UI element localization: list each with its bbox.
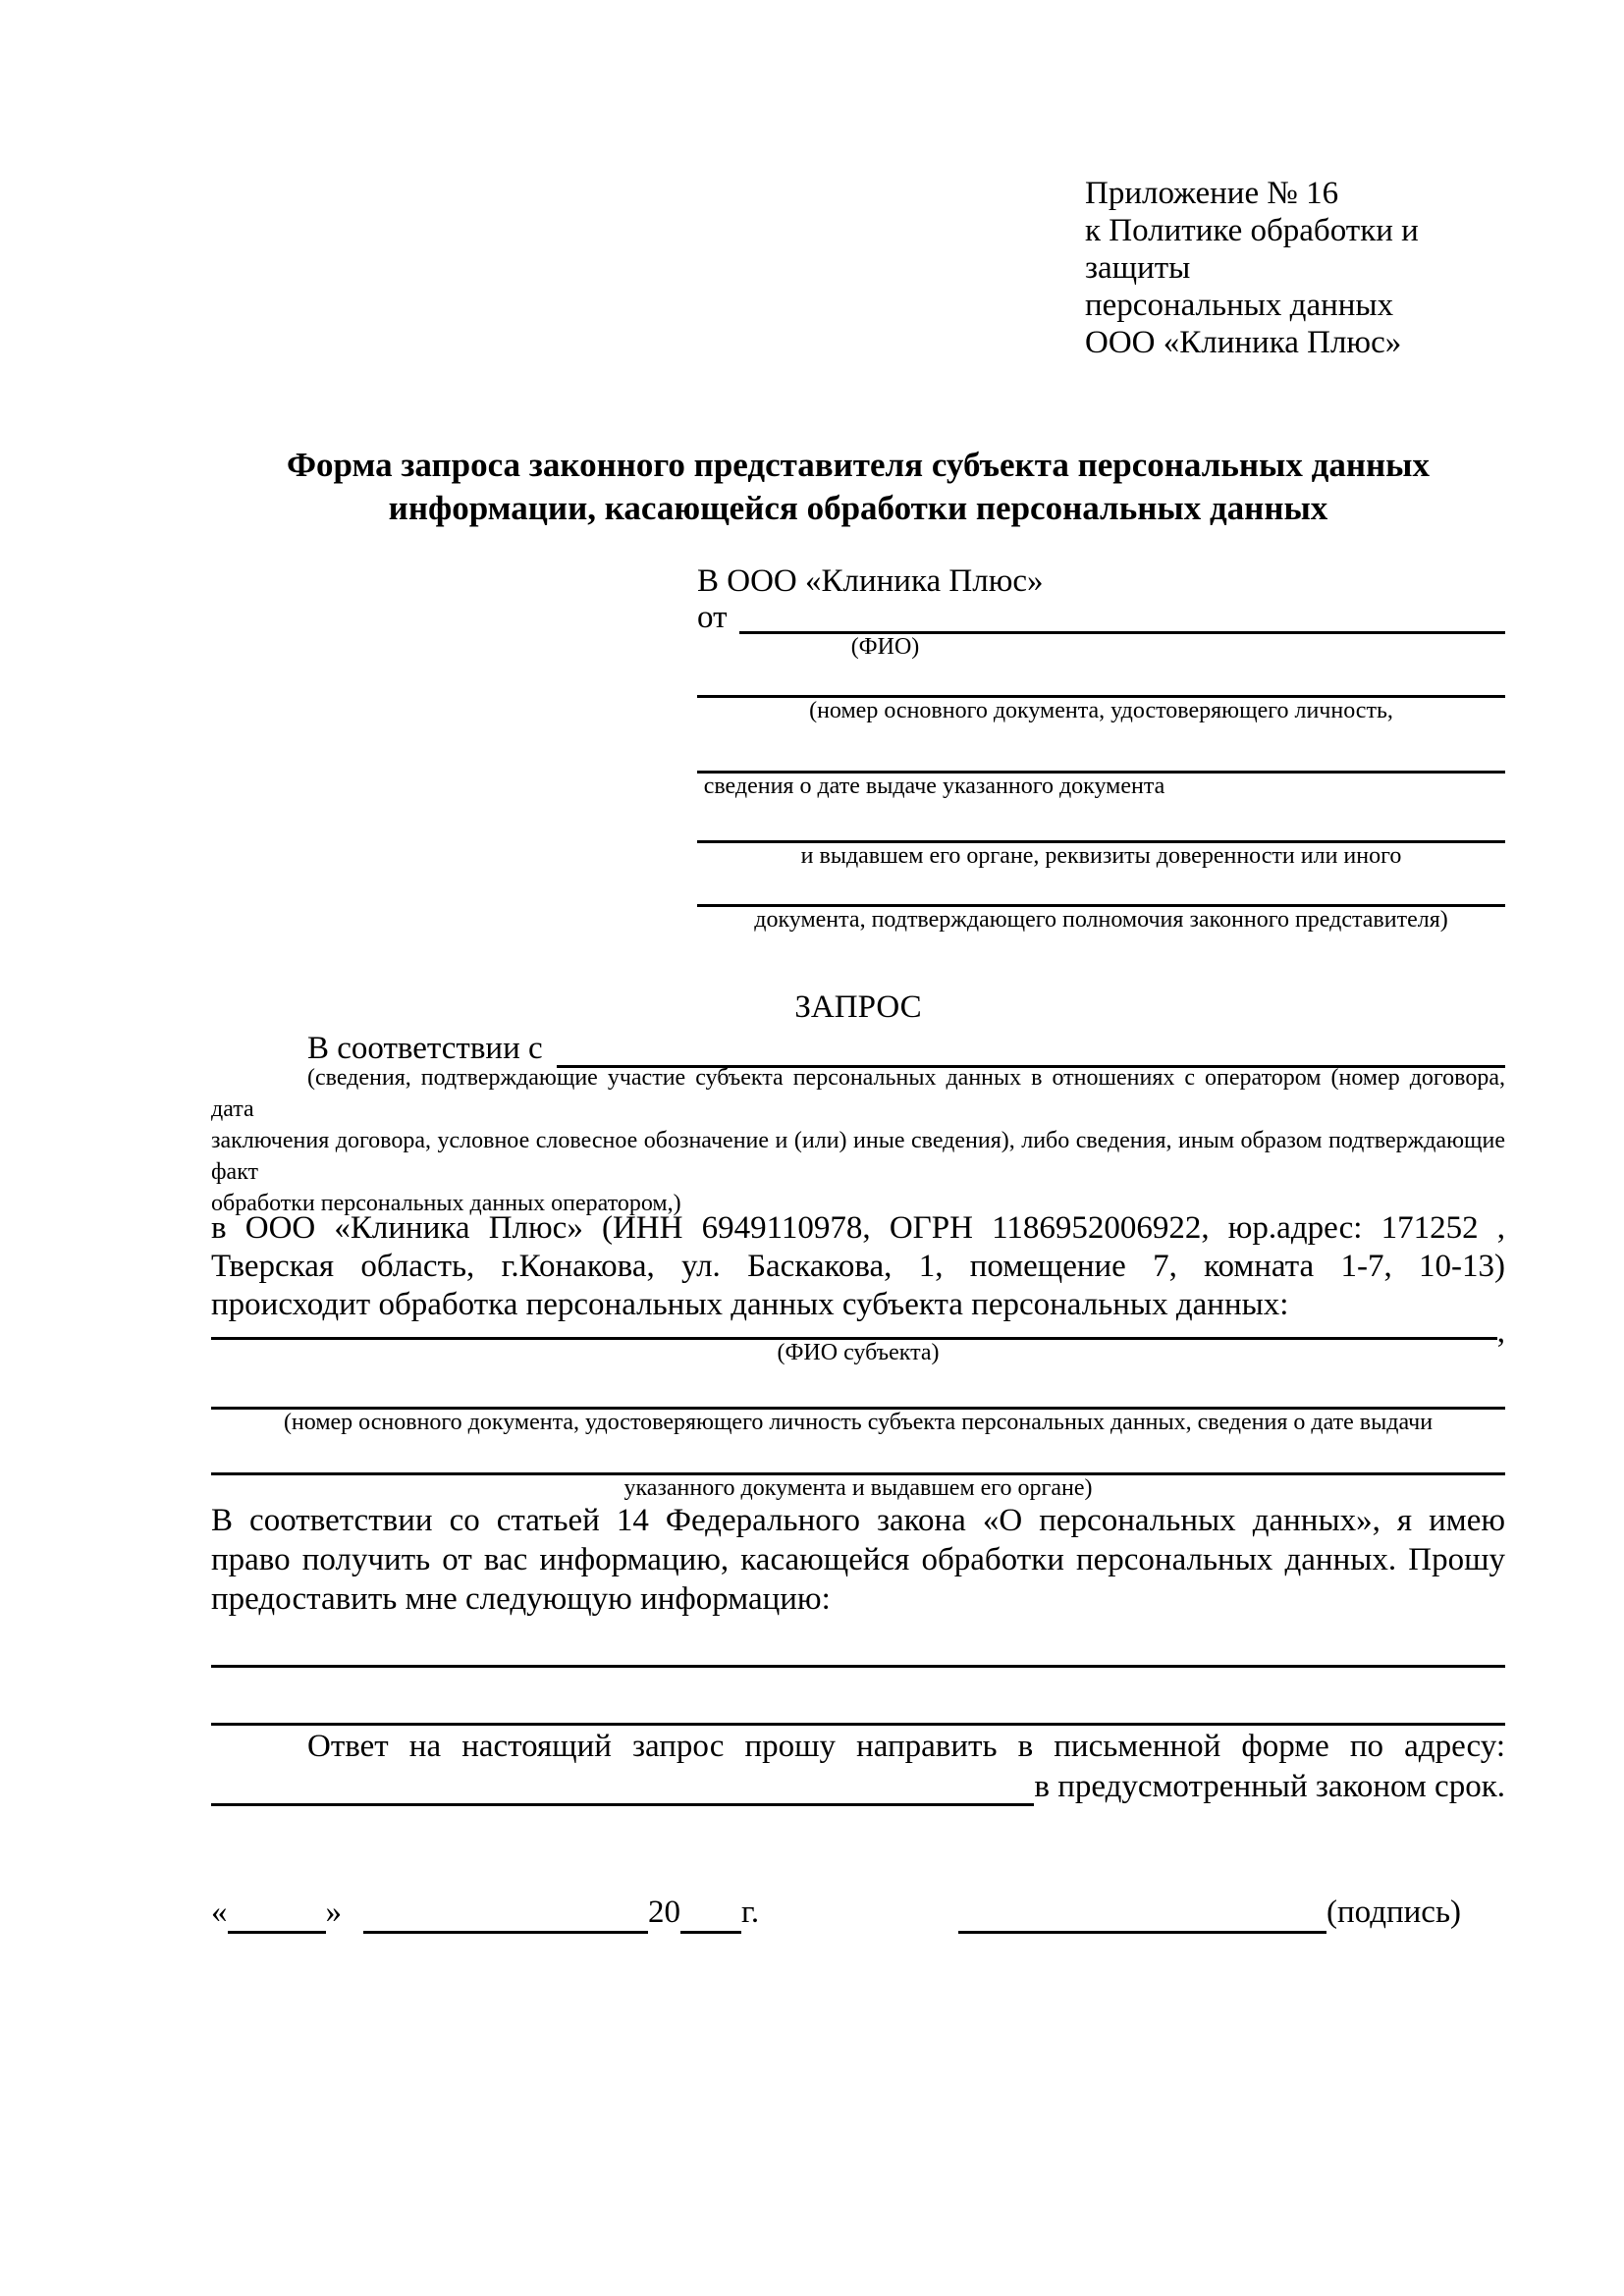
document-number-line (697, 660, 1505, 698)
form-title-line: Форма запроса законного представителя субъекта персональных данных (287, 446, 1430, 484)
basis-label: В соответствии с (307, 1031, 543, 1066)
issue-date-line (697, 723, 1505, 774)
answer-blank-line-2 (211, 1668, 1505, 1726)
appendix-line: персональных данных (1085, 288, 1394, 323)
addressee-organization: В ООО «Клиника Плюс» (697, 563, 1044, 599)
issuing-authority-line (697, 799, 1505, 843)
reply-address-row (211, 1767, 1505, 1806)
subject-document-line (211, 1365, 1505, 1410)
reply-address-line (211, 1767, 1034, 1806)
signature-row (211, 1891, 1505, 1934)
operator-paragraph-line: в ООО «Клиника Плюс» (ИНН 6949110978, ОГРН 1186952006922, юр.адрес: 171252 , (211, 1210, 1505, 1246)
caption-fio: (ФИО) (850, 634, 920, 660)
date-group (211, 1891, 759, 1934)
reply-tail: в предусмотренный законом срок. (1034, 1769, 1505, 1804)
operator-paragraph-line: происходит обработка персональных данных субъекта персональных данных: (211, 1287, 1289, 1322)
rights-paragraph-line: предоставить мне следующую информацию: (211, 1581, 831, 1617)
date-quote-open: « (211, 1895, 228, 1930)
basis-caption (211, 1062, 1505, 1219)
caption-subject-fio: (ФИО субъекта) (777, 1340, 940, 1365)
from-row (697, 601, 1505, 634)
basis-caption-line: заключения договора, условное словесное обозначение и (или) иные сведения), либо сведения, иным образом подтверждающие факт (211, 1128, 1505, 1185)
day-line (228, 1894, 326, 1934)
caption-representative-authority: документа, подтверждающего полномочия законного представителя) (754, 907, 1448, 933)
caption-subject-document: (номер основного документа, удостоверяющего личность субъекта персональных данных, сведения о дате выдачи (283, 1410, 1434, 1435)
caption-subject-authority: указанного документа и выдавшем его органе) (623, 1475, 1093, 1501)
month-line (363, 1894, 648, 1934)
appendix-line: Приложение № 16 (1085, 176, 1339, 211)
basis-caption-line: (сведения, подтверждающие участие субъекта персональных данных в отношениях с оператором (номер договора, дата (211, 1065, 1505, 1122)
caption-issuing-authority: и выдавшем его органе, реквизиты доверенности или иного (800, 843, 1402, 869)
year-prefix: 20 (648, 1895, 680, 1930)
representative-authority-line (697, 869, 1505, 907)
answer-blank-line-1 (211, 1619, 1505, 1668)
signature-caption: (подпись) (1326, 1895, 1461, 1930)
reply-paragraph: Ответ на настоящий запрос прошу направить в письменной форме по адресу: (307, 1729, 1505, 1764)
request-heading: ЗАПРОС (794, 989, 922, 1025)
caption-issue-date: сведения о дате выдаче указанного документа (703, 774, 1165, 799)
form-title-line: информации, касающейся обработки персональных данных (388, 489, 1328, 527)
rights-paragraph-line: В соответствии со статьей 14 Федерального закона «О персональных данных», я имею (211, 1503, 1505, 1538)
from-label: от (697, 600, 728, 635)
year-line (680, 1894, 741, 1934)
addressee-block (697, 561, 1505, 933)
operator-paragraph (211, 1209, 1505, 1324)
subject-authority-line (211, 1435, 1505, 1475)
basis-caption-line: обработки персональных данных оператором,) (211, 1191, 681, 1216)
appendix-block (1085, 175, 1505, 361)
rights-paragraph-line: право получить от вас информацию, касающейся обработки персональных данных. Прошу (211, 1542, 1505, 1577)
signature-group (958, 1891, 1461, 1934)
date-quote-close: » (325, 1895, 342, 1930)
fio-fill-line (739, 601, 1506, 634)
appendix-line: ООО «Клиника Плюс» (1085, 325, 1402, 360)
operator-paragraph-line: Тверская область, г.Конакова, ул. Баскакова, 1, помещение 7, комната 1-7, 10-13) (211, 1249, 1505, 1284)
rights-paragraph (211, 1501, 1505, 1619)
form-title (211, 444, 1505, 530)
subject-line-comma: , (1496, 1314, 1505, 1350)
signature-line (958, 1894, 1326, 1934)
subject-fio-row (211, 1314, 1505, 1350)
caption-document-number: (номер основного документа, удостоверяющего личность, (809, 698, 1393, 723)
year-suffix: г. (741, 1895, 760, 1930)
appendix-line: к Политике обработки и защиты (1085, 213, 1419, 286)
